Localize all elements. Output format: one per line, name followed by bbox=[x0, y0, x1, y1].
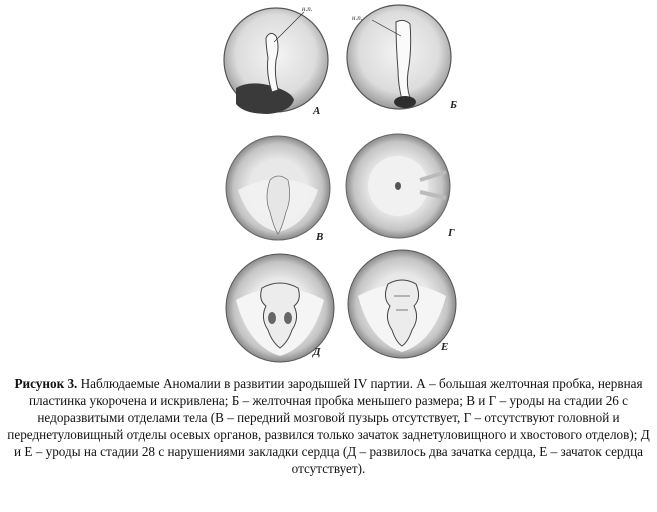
panel-label-g: Г bbox=[448, 227, 455, 239]
panel-b bbox=[347, 5, 457, 111]
panel-label-d: Д bbox=[313, 346, 321, 358]
caption-text: Наблюдаемые Аномалии в развитии зародышей IV партии. А – большая желточная пробка, нервная пластинка укорочена и искривлена; Б – желточная пробка меньшего размера; В и Г – уроды на стадии 26 с недоразвитыми отделами тела (В – передний мозговой пузырь отсутствует, Г – отсутствуют головной и переднетуловищный отделы осевых органов, развился только зачаток заднетуловищного и хвостового отделов); Д и Е – уроды на стадии 28 с нарушениями закладки сердца (Д – развилось два зачатка сердца, Е – зачаток сердца отсутствует). bbox=[7, 376, 650, 476]
heart-rudiment-right bbox=[284, 312, 292, 324]
caption-label: Рисунок 3. bbox=[14, 376, 78, 391]
panel-label-b: Б bbox=[450, 99, 457, 111]
panel-d bbox=[226, 254, 334, 362]
yolk-plug-small bbox=[394, 96, 416, 108]
callout-label-a: н.п. bbox=[302, 5, 313, 13]
panel-e bbox=[348, 250, 456, 358]
panel-label-e: Е bbox=[441, 341, 449, 353]
heart-rudiment-left bbox=[268, 312, 276, 324]
callout-label-b: н.п. bbox=[352, 14, 363, 22]
panel-v bbox=[226, 136, 330, 243]
panel-a bbox=[224, 5, 328, 117]
embryo-rudiment-g bbox=[395, 182, 401, 190]
panel-label-v: В bbox=[316, 231, 324, 243]
panel-g bbox=[346, 134, 455, 239]
figure-caption bbox=[4, 375, 653, 477]
panel-label-a: А bbox=[313, 105, 321, 117]
